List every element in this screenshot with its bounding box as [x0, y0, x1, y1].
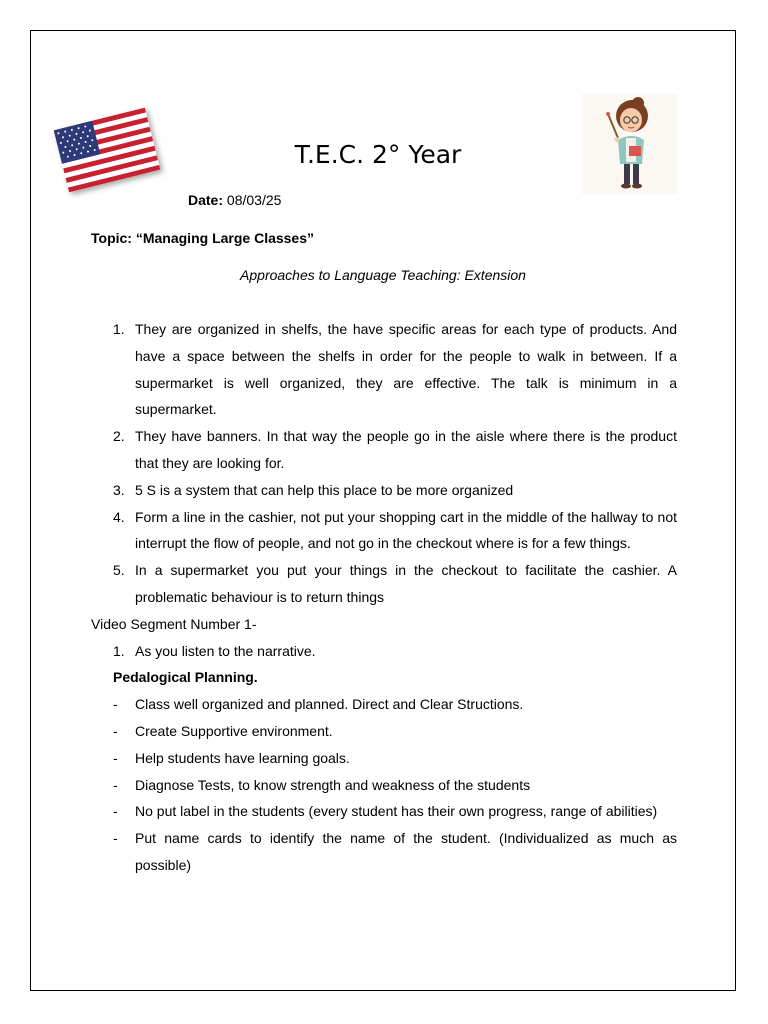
bullet-text: Create Supportive environment. — [135, 722, 333, 739]
bullet-dash: - — [113, 803, 118, 820]
bullet-item — [91, 798, 677, 825]
bullet-text: Help students have learning goals. — [135, 749, 350, 766]
bullet-dash: - — [113, 830, 118, 847]
list-number: 4. — [113, 508, 125, 525]
list-item-text: 5 S is a system that can help this place to be more organized — [135, 481, 514, 498]
list-item — [91, 316, 677, 423]
date-label: Date: — [188, 192, 224, 208]
list-item-text: They are organized in shelfs, the have specific areas for each type of products. And have a space between the shelfs in order for the people to walk in between. If a supermarket is well organized, they are effective. The talk is minimum in a supermarket. — [135, 321, 677, 418]
subtitle-text: Approaches to Language Teaching: Extension — [240, 267, 526, 283]
list-number: 5. — [113, 562, 125, 579]
list-item-text: In a supermarket you put your things in the checkout to facilitate the cashier. A problematic behaviour is to return things — [135, 562, 677, 605]
page-title-text: T.E.C. 2° Year — [294, 140, 462, 169]
list-item — [91, 504, 677, 558]
bullet-text: No put label in the students (every student has their own progress, range of abilities) — [135, 803, 658, 820]
bullet-item — [91, 745, 677, 772]
topic-heading: Topic: “Managing Large Classes” — [91, 230, 315, 246]
bullet-dash: - — [113, 722, 118, 739]
list-item — [91, 557, 677, 611]
list-number: 2. — [113, 428, 125, 445]
page-title — [0, 140, 768, 169]
bullet-item — [91, 691, 677, 718]
list-item — [91, 423, 677, 477]
bullet-dash: - — [113, 696, 118, 713]
bullet-dash: - — [113, 749, 118, 766]
list-number: 1. — [113, 642, 125, 659]
bullet-text: Class well organized and planned. Direct and Clear Structions. — [135, 696, 524, 713]
bullet-text: Diagnose Tests, to know strength and weakness of the students — [135, 776, 531, 793]
bullet-text: Put name cards to identify the name of the student. (Individualized as much as possible) — [135, 830, 677, 873]
list-item-text: They have banners. In that way the people go in the aisle where there is the product that they are looking for. — [135, 428, 677, 471]
date-line — [188, 192, 281, 208]
list-number: 3. — [113, 481, 125, 498]
content-body — [91, 316, 677, 879]
subtitle — [0, 267, 768, 283]
video-segment-heading: Video Segment Number 1- — [91, 615, 257, 632]
bullet-item — [91, 772, 677, 799]
planning-heading: Pedalogical Planning. — [113, 669, 258, 686]
list-number: 1. — [113, 321, 125, 337]
list-item — [91, 477, 677, 504]
list-item — [91, 638, 677, 665]
list-item-text: As you listen to the narrative. — [135, 642, 316, 659]
bullet-item — [91, 718, 677, 745]
date-value: 08/03/25 — [226, 192, 282, 208]
list-item-text: Form a line in the cashier, not put your shopping cart in the middle of the hallway to not interrupt the flow of people, and not go in the checkout where is for a few things. — [135, 508, 677, 552]
bullet-dash: - — [113, 776, 118, 793]
bullet-item — [91, 825, 677, 879]
